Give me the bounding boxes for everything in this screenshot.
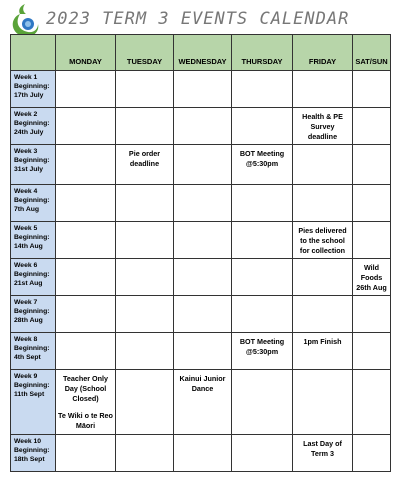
day-cell-tuesday (116, 259, 174, 296)
table-row (11, 108, 391, 145)
column-header-friday: FRIDAY (293, 35, 353, 71)
day-cell-monday (56, 435, 116, 472)
week-beginning-text: Beginning: (14, 381, 50, 389)
day-cell-thursday (232, 185, 293, 222)
week-date-text: 28th Aug (14, 316, 43, 324)
day-cell-monday (56, 333, 116, 370)
day-cell-friday (293, 222, 353, 259)
week-date-text: 18th Sept (14, 455, 45, 463)
day-cell-thursday (232, 222, 293, 259)
week-beginning-text: Beginning: (14, 156, 50, 164)
event-text-secondary: Te Wiki o te Reo Māori (58, 411, 113, 431)
event-text: Pies delivered to the school for collection (298, 226, 347, 256)
week-week-text: Week 3 (14, 148, 38, 155)
week-week-text: Week 7 (14, 299, 38, 306)
day-cell-satsun (353, 435, 391, 472)
column-header-thursday: THURSDAY (232, 35, 293, 71)
column-header-monday: MONDAY (56, 35, 116, 71)
week-date-text: 31st July (14, 165, 44, 173)
column-header-wednesday: WEDNESDAY (174, 35, 232, 71)
week-date-text: 21st Aug (14, 279, 43, 287)
week-date-text: 11th Sept (14, 390, 45, 398)
day-cell-friday (293, 370, 353, 435)
week-beginning-text: Beginning: (14, 344, 50, 352)
day-cell-satsun (353, 333, 391, 370)
event-text: BOT Meeting @5:30pm (239, 149, 285, 169)
day-cell-friday (293, 108, 353, 145)
week-beginning-text: Beginning: (14, 307, 50, 315)
day-cell-monday (56, 71, 116, 108)
day-cell-monday (56, 370, 116, 435)
week-date-text: 4th Sept (14, 353, 41, 361)
day-cell-friday (293, 259, 353, 296)
event-text: Pie order deadline (128, 149, 161, 169)
day-cell-satsun (353, 259, 391, 296)
day-cell-wednesday (174, 71, 232, 108)
table-row (11, 259, 391, 296)
table-row (11, 71, 391, 108)
week-label-cell (11, 222, 56, 259)
day-cell-monday (56, 185, 116, 222)
week-week-text: Week 4 (14, 188, 38, 195)
week-week-text: Week 10 (14, 438, 42, 445)
column-header-satsun: SAT/SUN (353, 35, 391, 71)
header-row (11, 35, 391, 71)
event-text: Kainui Junior Dance (179, 374, 226, 394)
day-cell-thursday (232, 333, 293, 370)
week-label-cell (11, 333, 56, 370)
week-label-cell (11, 435, 56, 472)
week-label-cell (11, 108, 56, 145)
week-beginning-text: Beginning: (14, 82, 50, 90)
events-calendar-table (10, 34, 391, 472)
day-cell-tuesday (116, 145, 174, 185)
week-date-text: 17th July (14, 91, 44, 99)
corner-header-cell (11, 35, 56, 71)
day-cell-friday (293, 435, 353, 472)
day-cell-tuesday (116, 71, 174, 108)
day-cell-tuesday (116, 296, 174, 333)
day-cell-wednesday (174, 145, 232, 185)
day-cell-satsun (353, 222, 391, 259)
week-week-text: Week 2 (14, 111, 38, 118)
day-cell-monday (56, 145, 116, 185)
day-cell-satsun (353, 370, 391, 435)
week-label-cell (11, 185, 56, 222)
event-text: 1pm Finish (303, 337, 342, 346)
table-row (11, 333, 391, 370)
column-header-tuesday: TUESDAY (116, 35, 174, 71)
week-label-cell (11, 71, 56, 108)
week-label-cell (11, 145, 56, 185)
day-cell-wednesday (174, 259, 232, 296)
day-cell-thursday (232, 145, 293, 185)
day-cell-monday (56, 222, 116, 259)
day-cell-tuesday (116, 185, 174, 222)
day-cell-wednesday (174, 108, 232, 145)
table-row (11, 222, 391, 259)
day-cell-thursday (232, 108, 293, 145)
day-cell-friday (293, 296, 353, 333)
week-week-text: Week 9 (14, 373, 38, 380)
day-cell-wednesday (174, 222, 232, 259)
day-cell-tuesday (116, 108, 174, 145)
week-date-text: 24th July (14, 128, 44, 136)
day-cell-friday (293, 333, 353, 370)
day-cell-wednesday (174, 296, 232, 333)
day-cell-thursday (232, 370, 293, 435)
table-row (11, 296, 391, 333)
day-cell-friday (293, 145, 353, 185)
week-label-cell (11, 370, 56, 435)
day-cell-monday (56, 296, 116, 333)
event-text: BOT Meeting @5:30pm (239, 337, 285, 357)
day-cell-tuesday (116, 370, 174, 435)
week-beginning-text: Beginning: (14, 446, 50, 454)
day-cell-thursday (232, 435, 293, 472)
week-week-text: Week 1 (14, 74, 38, 81)
week-label-cell (11, 296, 56, 333)
week-date-text: 7th Aug (14, 205, 40, 213)
table-row (11, 185, 391, 222)
week-beginning-text: Beginning: (14, 196, 50, 204)
day-cell-wednesday (174, 185, 232, 222)
day-cell-thursday (232, 259, 293, 296)
event-text: Health & PE Survey deadline (302, 112, 343, 142)
day-cell-satsun (353, 145, 391, 185)
week-week-text: Week 6 (14, 262, 38, 269)
day-cell-tuesday (116, 222, 174, 259)
day-cell-satsun (353, 108, 391, 145)
day-cell-monday (56, 259, 116, 296)
day-cell-tuesday (116, 333, 174, 370)
day-cell-friday (293, 71, 353, 108)
event-text: Wild Foods 26th Aug (356, 263, 387, 293)
event-text: Teacher Only Day (School Closed) (62, 374, 108, 404)
week-week-text: Week 5 (14, 225, 38, 232)
day-cell-thursday (232, 71, 293, 108)
day-cell-satsun (353, 185, 391, 222)
day-cell-tuesday (116, 435, 174, 472)
day-cell-monday (56, 108, 116, 145)
table-row (11, 370, 391, 435)
table-row (11, 145, 391, 185)
week-label-cell (11, 259, 56, 296)
week-beginning-text: Beginning: (14, 233, 50, 241)
week-date-text: 14th Aug (14, 242, 43, 250)
page-title: 2023 TERM 3 EVENTS CALENDAR (46, 9, 350, 29)
week-beginning-text: Beginning: (14, 119, 50, 127)
week-beginning-text: Beginning: (14, 270, 50, 278)
week-week-text: Week 8 (14, 336, 38, 343)
table-row (11, 435, 391, 472)
day-cell-wednesday (174, 370, 232, 435)
day-cell-friday (293, 185, 353, 222)
calendar-header (0, 0, 401, 34)
event-text: Last Day of Term 3 (303, 439, 342, 459)
day-cell-wednesday (174, 333, 232, 370)
day-cell-satsun (353, 71, 391, 108)
day-cell-thursday (232, 296, 293, 333)
day-cell-wednesday (174, 435, 232, 472)
day-cell-satsun (353, 296, 391, 333)
